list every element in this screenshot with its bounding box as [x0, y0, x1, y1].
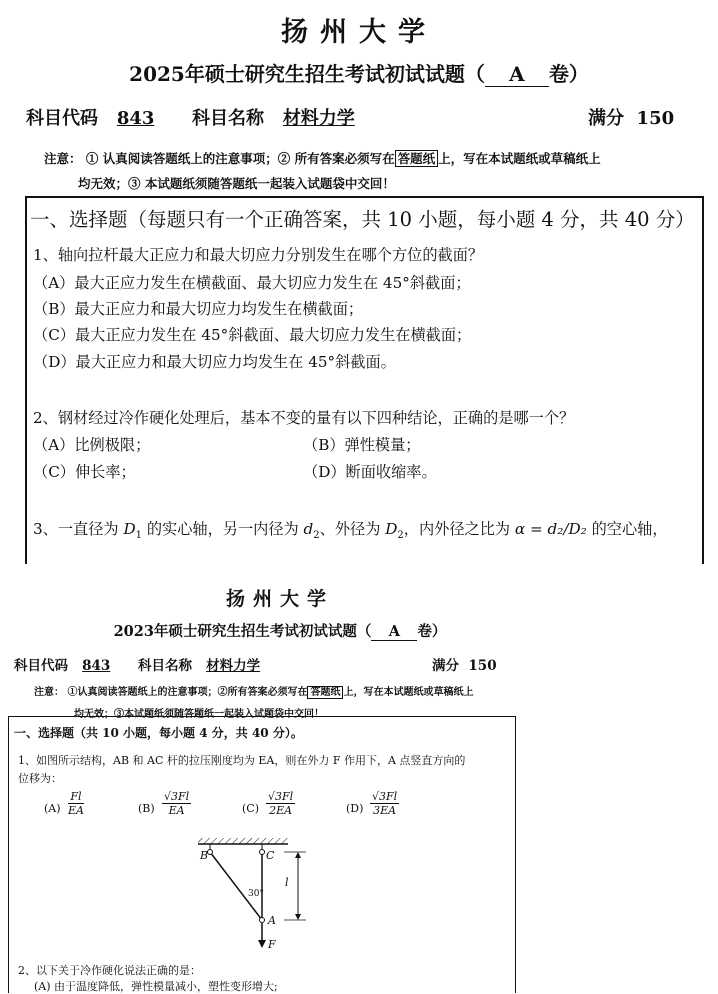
bar-ab	[210, 852, 262, 920]
q1-option-d-formula: $\frac{√3Fl}{3EA}$	[372, 790, 398, 817]
answer-sheet-box: 答题纸	[395, 150, 439, 167]
label-l: l	[285, 876, 289, 889]
question-1-cont: 位移为：	[18, 772, 62, 785]
label-angle: 30°	[248, 889, 264, 899]
full-score: 满分 150	[588, 108, 675, 129]
subject-name: 科目名称 材料力学	[138, 658, 261, 674]
q1-option-d: （D）最大正应力和最大切应力均发生在 45°斜截面。	[33, 353, 396, 371]
answer-sheet-box: 答题纸	[307, 686, 343, 699]
section-heading: 一、选择题（每题只有一个正确答案，共 10 小题，每小题 4 分，共 40 分）	[30, 208, 695, 231]
q1-option-b-label: (B)	[138, 802, 155, 815]
q2-option-b: （B）弹性模量；	[303, 436, 421, 454]
exam-notice: 注意： ①认真阅读答题纸上的注意事项；②所有答案必须写在 答题纸 上，写在本试题纸或草稿纸上 均无效；③本试题纸须随答题纸一起装入试题袋中交回！	[34, 687, 474, 720]
full-score: 满分 150	[432, 658, 497, 674]
fixed-support-hatch	[198, 838, 288, 844]
paper-letter: A	[485, 62, 549, 87]
question-2: 2、以下关于冷作硬化说法正确的是：	[18, 964, 201, 977]
subject-name: 科目名称 材料力学	[192, 108, 355, 129]
school-name: 扬州大学	[281, 17, 437, 48]
ratio-formula: α = d₂/D₂	[514, 520, 587, 538]
label-c: C	[266, 849, 275, 862]
q1-option-b: （B）最大正应力和最大切应力均发生在横截面；	[33, 300, 364, 318]
label-a: A	[268, 914, 276, 927]
q1-option-c-formula: $\frac{√3Fl}{2EA}$	[268, 790, 294, 817]
subject-code: 科目代码 843	[26, 108, 155, 129]
q1-option-b-formula: $\frac{√3Fl}{EA}$	[164, 790, 190, 817]
q1-option-c: （C）最大正应力发生在 45°斜截面、最大切应力发生在横截面；	[33, 326, 472, 344]
question-1: 1、如图所示结构，AB 和 AC 杆的拉压刚度均为 EA，则在外力 F 作用下，A 点竖直方向的	[18, 754, 466, 767]
exam-page-2023	[0, 562, 718, 992]
question-2: 2、钢材经过冷作硬化处理后，基本不变的量有以下四种结论，正确的是哪一个？	[33, 409, 575, 427]
q1-option-d-label: (D)	[346, 802, 364, 815]
school-name: 扬州大学	[225, 588, 334, 610]
q2-option-c: （C）伸长率；	[33, 463, 136, 481]
label-f: F	[268, 938, 276, 951]
label-b: B	[200, 849, 209, 862]
hinge-b	[208, 850, 213, 855]
question-1: 1、轴向拉杆最大正应力和最大切应力分别发生在哪个方位的截面？	[33, 246, 484, 264]
exam-title: 2025年硕士研究生招生考试初试试题（ A 卷）	[129, 62, 589, 86]
hinge-a	[260, 918, 265, 923]
section-heading: 一、选择题（共 10 小题，每小题 4 分，共 40 分）。	[14, 726, 303, 740]
q2-option-d: （D）断面收缩率。	[303, 463, 437, 481]
q1-option-a-label: (A)	[44, 802, 61, 815]
exam-title: 2023年硕士研究生招生考试初试试题（ A 卷）	[113, 623, 447, 640]
exam-notice: 注意： ① 认真阅读答题纸上的注意事项；② 所有答案必须写在 答题纸 上，写在本试题纸或草稿纸上 均无效；③ 本试题纸须随答题纸一起装入试题袋中交回！	[44, 151, 601, 191]
q2-option-a: （A）比例极限；	[33, 436, 151, 454]
question-3: 3、一直径为 $D_1$ 的实心轴，另一内径为 $d_2$、外径为 $D_2$，内外径之比为 α = d₂/D₂ 的空心轴，	[33, 520, 668, 542]
paper-letter: A	[371, 623, 417, 641]
q1-option-a: （A）最大正应力发生在横截面、最大切应力发生在 45°斜截面；	[33, 274, 471, 292]
q1-option-a-formula: $\frac{Fl}{EA}$	[68, 790, 84, 817]
hinge-c	[260, 850, 265, 855]
subject-code: 科目代码 843	[14, 658, 111, 674]
q1-option-c-label: (C)	[242, 802, 259, 815]
q2-option-a: (A) 由于温度降低，弹性模量减小，塑性变形增大;	[34, 980, 278, 993]
